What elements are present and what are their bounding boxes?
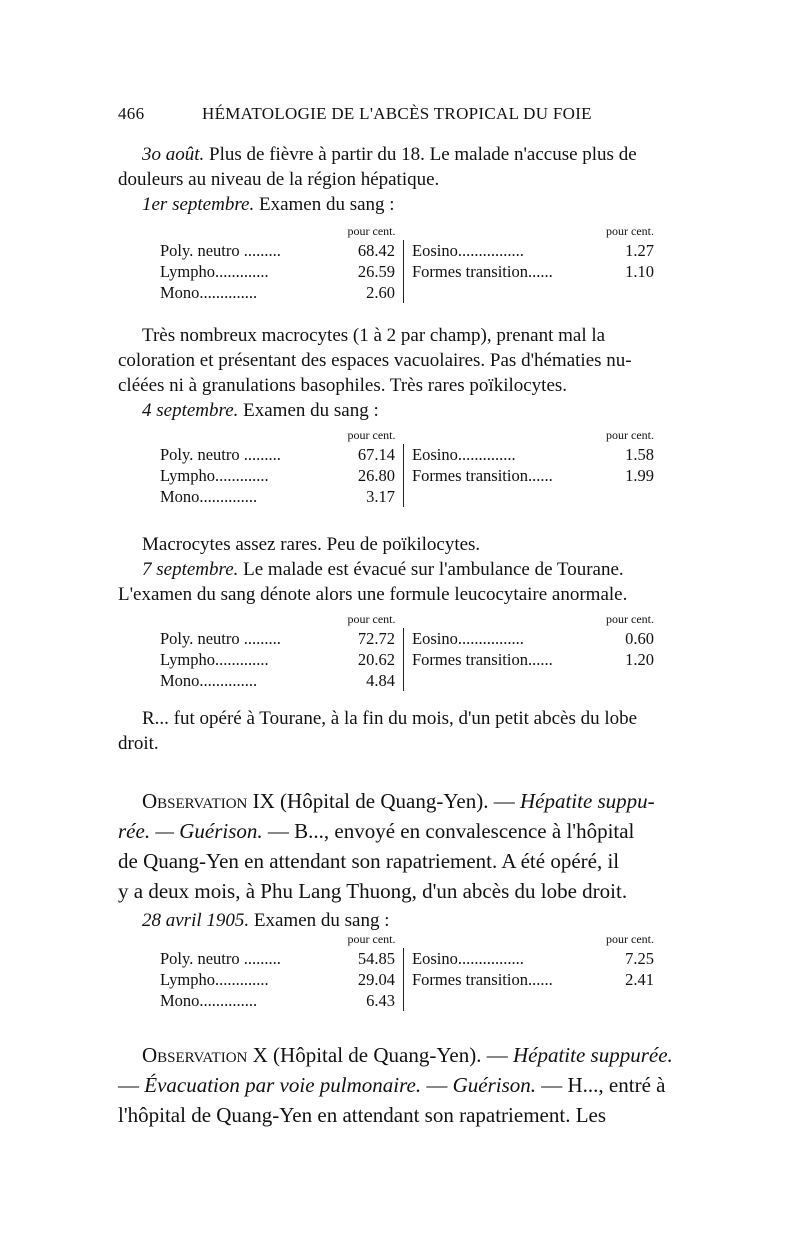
cell-value: 1.58 [625, 445, 654, 464]
cell-label [404, 224, 603, 240]
unit-label: pour cent. [606, 932, 654, 946]
observation-x [118, 1040, 680, 1130]
observation-label: Observation X [142, 1043, 268, 1067]
cell-value: 0.60 [625, 629, 654, 648]
cell-value [602, 486, 654, 507]
text-line: droit. [118, 733, 159, 754]
cell-label [160, 932, 330, 948]
cell-label [404, 932, 603, 948]
unit-label: pour cent. [347, 612, 396, 626]
unit-label: pour cent. [347, 932, 396, 946]
text-line: 3o août. Plus de fièvre à partir du 18. Le malade n'accuse plus de [142, 144, 637, 165]
cell-value: 67.14 [357, 445, 395, 464]
text-line: rée. — Guérison. — B..., envoyé en convalescence à l'hôpital [118, 819, 635, 843]
cell-label: Formes transition...... [404, 465, 603, 486]
table-row [160, 649, 654, 670]
cell-value: 26.80 [357, 466, 395, 485]
cell-value: 26.59 [357, 262, 395, 281]
unit-label: pour cent. [606, 612, 654, 626]
cell-label: Poly. neutro ......... [160, 949, 281, 968]
table-row [160, 261, 654, 282]
text-line: 1er septembre. Examen du sang : [142, 194, 395, 215]
text-line: R... fut opéré à Tourane, à la fin du mois, d'un petit abcès du lobe [142, 708, 638, 729]
cell-label [404, 670, 603, 691]
cell-label [404, 612, 603, 628]
cell-value [602, 282, 654, 303]
cell-label: Eosino.............. [404, 444, 603, 465]
blood-exam-table-3 [160, 612, 654, 691]
text-line: cléées ni à granulations basophiles. Très rares poïkilocytes. [118, 375, 568, 396]
table-row [160, 444, 654, 465]
date-label: 3o août. [142, 144, 205, 165]
table-row [160, 628, 654, 649]
cell-label: Poly. neutro ......... [160, 241, 281, 260]
cell-label: Lympho............. [160, 466, 269, 485]
table-row [160, 282, 654, 303]
cell-value: 2.60 [366, 283, 395, 302]
text-line: — Évacuation par voie pulmonaire. — Guérison. — H..., entré à [118, 1073, 666, 1097]
cell-value: 29.04 [357, 970, 395, 989]
table-row [160, 948, 654, 969]
table-row [160, 486, 654, 507]
paragraph-aout [118, 142, 680, 217]
paragraph-macrocytes [118, 323, 680, 423]
cell-label: Poly. neutro ......... [160, 629, 281, 648]
blood-exam-table-4 [160, 932, 654, 1011]
unit-label: pour cent. [606, 428, 654, 442]
cell-value: 7.25 [625, 949, 654, 968]
cell-label: Mono.............. [160, 671, 258, 690]
text-line: Observation X (Hôpital de Quang-Yen). — Hépatite suppurée. [142, 1043, 673, 1067]
observation-label: Observation IX [142, 789, 275, 813]
table-row [160, 990, 654, 1011]
cell-label: Formes transition...... [404, 649, 603, 670]
unit-label: pour cent. [347, 428, 396, 442]
cell-label [404, 282, 603, 303]
table-row [160, 969, 654, 990]
cell-value: 72.72 [357, 629, 395, 648]
text-line: 4 septembre. Examen du sang : [142, 400, 379, 421]
text-line: coloration et présentant des espaces vacuolaires. Pas d'hématies nu- [118, 350, 632, 371]
cell-value: 6.43 [366, 991, 395, 1010]
cell-label: Eosino................ [404, 240, 603, 261]
cell-value: 1.10 [625, 262, 654, 281]
cell-value: 2.41 [625, 970, 654, 989]
cell-label: Mono.............. [160, 487, 258, 506]
cell-label: Formes transition...... [404, 261, 603, 282]
cell-label [404, 990, 603, 1011]
cell-label [160, 224, 330, 240]
text-line: 7 septembre. Le malade est évacué sur l'ambulance de Tourane. [142, 559, 624, 580]
date-label: 4 septembre. [142, 400, 239, 421]
cell-label [404, 486, 603, 507]
cell-value: 1.20 [625, 650, 654, 669]
text-line: 28 avril 1905. Examen du sang : [142, 910, 390, 931]
unit-label: pour cent. [347, 224, 396, 238]
paragraph-tourane [118, 706, 680, 756]
text-line: douleurs au niveau de la région hépatique. [118, 169, 440, 190]
cell-label: Eosino................ [404, 628, 603, 649]
cell-value [602, 670, 654, 691]
blood-exam-table-2 [160, 428, 654, 507]
text-line: Macrocytes assez rares. Peu de poïkilocytes. [142, 534, 481, 555]
table-row [160, 465, 654, 486]
cell-label: Eosino................ [404, 948, 603, 969]
paragraph-septembre [118, 532, 680, 607]
cell-value: 68.42 [357, 241, 395, 260]
text-line: de Quang-Yen en attendant son rapatriement. A été opéré, il [118, 849, 620, 873]
text-line: l'hôpital de Quang-Yen en attendant son rapatriement. Les [118, 1103, 607, 1127]
unit-label: pour cent. [606, 224, 654, 238]
text-line: L'examen du sang dénote alors une formule leucocytaire anormale. [118, 584, 628, 605]
table-row [160, 670, 654, 691]
running-title: HÉMATOLOGIE DE L'ABCÈS TROPICAL DU FOIE [202, 104, 592, 123]
text-line: y a deux mois, à Phu Lang Thuong, d'un abcès du lobe droit. [118, 879, 628, 903]
date-label: 1er septembre. [142, 194, 255, 215]
observation-ix [118, 786, 680, 936]
date-label: 28 avril 1905. [142, 910, 250, 931]
cell-value: 4.84 [366, 671, 395, 690]
cell-label [160, 428, 330, 444]
blood-exam-table-1 [160, 224, 654, 303]
cell-label: Lympho............. [160, 650, 269, 669]
page-number: 466 [118, 104, 145, 123]
cell-value: 54.85 [357, 949, 395, 968]
cell-value: 3.17 [366, 487, 395, 506]
text-line: Très nombreux macrocytes (1 à 2 par champ), prenant mal la [142, 325, 606, 346]
cell-value: 1.27 [625, 241, 654, 260]
cell-label [404, 428, 603, 444]
cell-label: Lympho............. [160, 262, 269, 281]
cell-label [160, 612, 330, 628]
table-row [160, 240, 654, 261]
cell-value: 20.62 [357, 650, 395, 669]
cell-label: Formes transition...... [404, 969, 603, 990]
text-line: Observation IX (Hôpital de Quang-Yen). — Hépatite suppu- [142, 789, 655, 813]
date-label: 7 septembre. [142, 559, 239, 580]
cell-label: Mono.............. [160, 283, 258, 302]
cell-label: Lympho............. [160, 970, 269, 989]
cell-value: 1.99 [625, 466, 654, 485]
cell-label: Poly. neutro ......... [160, 445, 281, 464]
cell-label: Mono.............. [160, 991, 258, 1010]
cell-value [602, 990, 654, 1011]
